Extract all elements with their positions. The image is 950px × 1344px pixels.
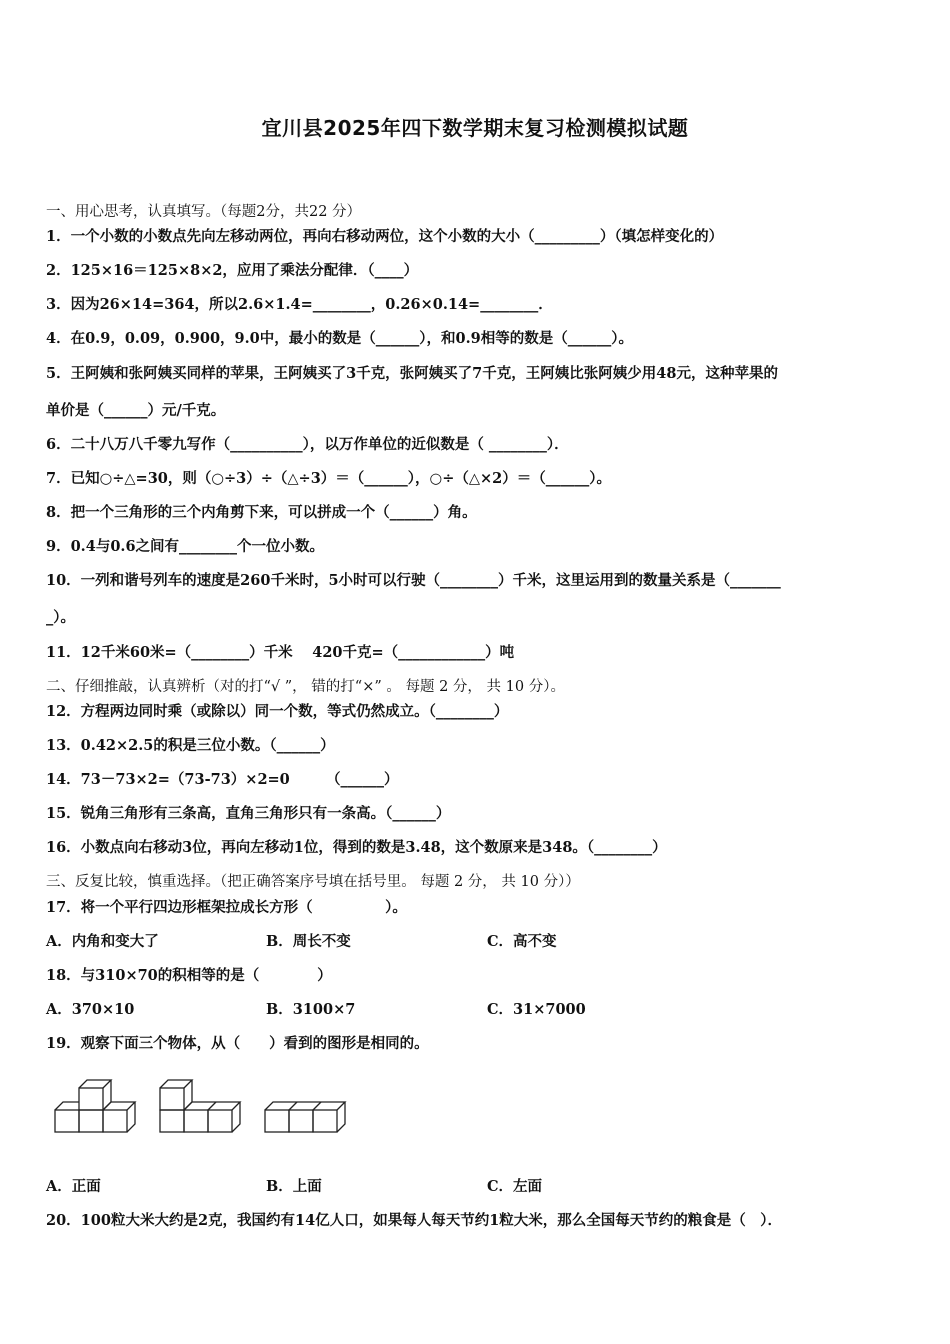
question-5-line-1: 5．王阿姨和张阿姨买同样的苹果，王阿姨买了3千克，张阿姨买了7千克，王阿姨比张阿姨少用48元，这种苹果的 bbox=[46, 365, 778, 382]
cube-figures bbox=[50, 1078, 350, 1138]
q17-option-c: C．高不变 bbox=[487, 933, 557, 950]
page-title: 宜川县2025年四下数学期末复习检测模拟试题 bbox=[261, 116, 689, 140]
question-4: 4．在0.9，0.09，0.900，9.0中，最小的数是（______），和0.9相等的数是（______）。 bbox=[46, 330, 633, 347]
figure-3 bbox=[265, 1102, 345, 1132]
question-3: 3．因为26×14=364，所以2.6×1.4=________，0.26×0.14=________． bbox=[46, 296, 553, 313]
question-10-line-1: 10．一列和谐号列车的速度是260千米时，5小时可以行驶（________）千米，这里运用到的数量关系是（_______ bbox=[46, 572, 781, 589]
q17-option-b: B．周长不变 bbox=[266, 933, 351, 950]
question-7: 7．已知○÷△=30，则（○÷3）÷（△÷3）＝（______），○÷（△×2）＝（______）。 bbox=[46, 470, 611, 487]
question-1: 1．一个小数的小数点先向左移动两位，再向右移动两位，这个小数的大小（_________）（填怎样变化的） bbox=[46, 228, 724, 245]
q19-option-c: C．左面 bbox=[487, 1178, 543, 1195]
figure-2 bbox=[160, 1080, 240, 1132]
question-17: 17．将一个平行四边形框架拉成长方形（ ）。 bbox=[46, 899, 407, 916]
q18-option-c: C．31×7000 bbox=[487, 1001, 586, 1018]
figure-1 bbox=[55, 1080, 135, 1132]
q18-option-b: B．3100×7 bbox=[266, 1001, 356, 1018]
question-20: 20．100粒大米大约是2克，我国约有14亿人口，如果每人每天节约1粒大米，那么全国每天节约的粮食是（ ）． bbox=[46, 1212, 783, 1229]
q18-option-a: A．370×10 bbox=[46, 1001, 135, 1018]
section-3-heading: 三、反复比较，慎重选择。（把正确答案序号填在括号里。 每题 2 分， 共 10 分）） bbox=[46, 874, 580, 890]
section-1-heading: 一、用心思考，认真填写。（每题2分，共22 分） bbox=[46, 204, 362, 220]
question-19: 19．观察下面三个物体，从（ ）看到的图形是相同的。 bbox=[46, 1035, 429, 1052]
question-8: 8．把一个三角形的三个内角剪下来，可以拼成一个（______）角。 bbox=[46, 504, 477, 521]
section-2-heading: 二、仔细推敲，认真辨析（对的打“√ ”， 错的打“×” 。 每题 2 分， 共 10 分）。 bbox=[46, 679, 565, 695]
question-2: 2．125×16＝125×8×2，应用了乘法分配律．（____） bbox=[46, 262, 419, 279]
q19-option-b: B．上面 bbox=[266, 1178, 322, 1195]
q17-option-a: A．内角和变大了 bbox=[46, 933, 159, 950]
question-13: 13．0.42×2.5的积是三位小数。（______） bbox=[46, 737, 335, 754]
question-14: 14．73－73×2=（73-73）×2=0 （______） bbox=[46, 771, 399, 788]
question-6: 6．二十八万八千零九写作（__________），以万作单位的近似数是（ ________）． bbox=[46, 436, 569, 453]
question-5-line-2: 单价是（______）元/千克。 bbox=[46, 402, 226, 419]
question-11: 11．12千米60米=（________）千米 420千克=（____________）吨 bbox=[46, 644, 515, 661]
question-9: 9．0.4与0.6之间有________个一位小数。 bbox=[46, 538, 325, 555]
question-18: 18．与310×70的积相等的是（ ） bbox=[46, 967, 332, 984]
q19-option-a: A．正面 bbox=[46, 1178, 101, 1195]
question-15: 15．锐角三角形有三条高，直角三角形只有一条高。（______） bbox=[46, 805, 451, 822]
question-12: 12．方程两边同时乘（或除以）同一个数，等式仍然成立。（________） bbox=[46, 703, 509, 720]
question-10-line-2: _）。 bbox=[46, 609, 75, 626]
question-16: 16．小数点向右移动3位，再向左移动1位，得到的数是3.48，这个数原来是348。（________） bbox=[46, 839, 667, 856]
